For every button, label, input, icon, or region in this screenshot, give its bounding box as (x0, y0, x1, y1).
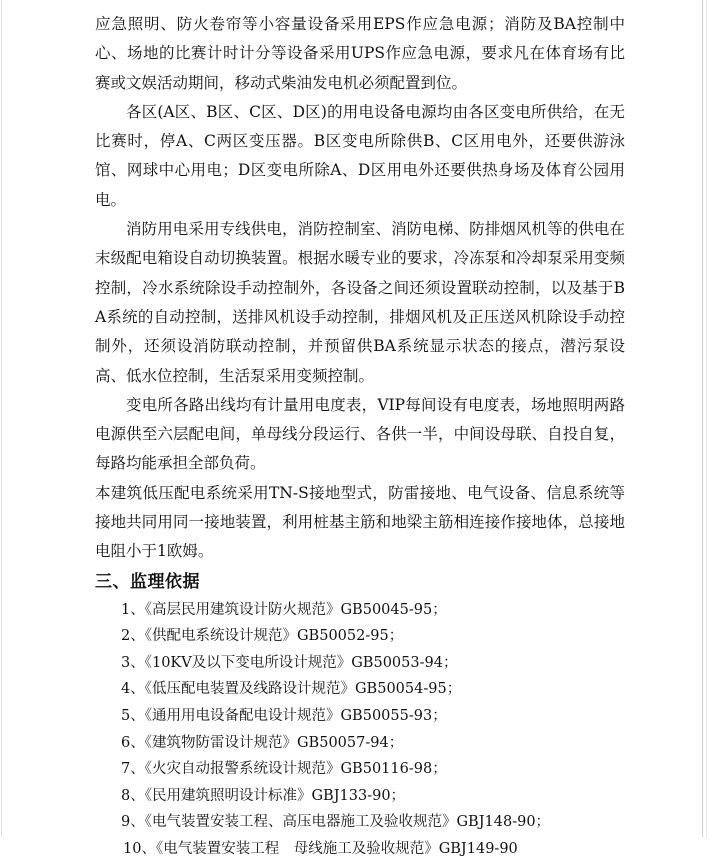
paragraph-fire-protection-power: 消防用电采用专线供电，消防控制室、消防电梯、防排烟风机等的供电在末级配电箱设自动切换装置。根据水暖专业的要求，冷冻泵和冷却泵采用变频控制，冷水系统除设手动控制外，各设备之间还须设置联动控制，以及基于BA系统的自动控制，送排风机设手动控制，排烟风机及正压送风机除设手动控制外，还须设消防联动控制，并预留供BA系统显示状态的接点，潜污泵设高、低水位控制，生活泵采用变频控制。 (95, 220, 625, 385)
page-left-border (1, 0, 2, 837)
reference-item: 4、《低压配电装置及线路设计规范》GB50054-95； (121, 681, 462, 698)
reference-item: 3、《10KV及以下变电所设计规范》GB50053-94； (121, 654, 458, 671)
page-right-border-outer (706, 0, 707, 837)
paragraph-grounding-system: 本建筑低压配电系统采用TN-S接地型式，防雷接地、电气设备、信息系统等接地共同用同一接地装置，利用桩基主筋和地梁主筋相连接作接地体，总接地电阻小于1欧姆。 (95, 483, 625, 561)
paragraph-emergency-power: 应急照明、防火卷帘等小容量设备采用EPS作应急电源；消防及BA控制中心、场地的比赛计时计分等设备采用UPS作应急电源，要求凡在体育场有比赛或文娱活动期间，移动式柴油发电机必须配置到位。 (95, 15, 625, 92)
reference-item: 6、《建筑物防雷设计规范》GB50057-94； (121, 734, 404, 751)
reference-item: 7、《火灾自动报警系统设计规范》GB50116-98； (121, 761, 447, 778)
document-body (95, 10, 625, 863)
paragraph-zone-power-supply: 各区(A区、B区、C区、D区)的用电设备电源均由各区变电所供给，在无比赛时，停A、C两区变压器。B区变电所除供B、C区用电外，还要供游泳馆、网球中心用电；D区变电所除A、D区用电外还要供热身场及体育公园用电。 (95, 102, 625, 209)
reference-item: 9、《电气装置安装工程、高压电器施工及验收规范》GBJ148-90； (121, 814, 551, 831)
reference-list (95, 597, 625, 863)
section-heading-supervision-basis: 三、监理依据 (95, 571, 200, 592)
page-right-border (702, 0, 703, 837)
reference-item: 10、《电气装置安装工程 母线施工及验收规范》GBJ149-90 (123, 840, 518, 857)
reference-item: 8、《民用建筑照明设计标准》GBJ133-90； (121, 787, 406, 804)
paragraph-metering: 变电所各路出线均有计量用电度表，VIP每间设有电度表，场地照明两路电源供至六层配电间，单母线分段运行、各供一半，中间设母联、自投自复，每路均能承担全部负荷。 (95, 395, 625, 473)
reference-item: 5、《通用用电设备配电设计规范》GB50055-93； (121, 708, 447, 725)
reference-item: 1、《高层民用建筑设计防火规范》GB50045-95； (121, 601, 447, 618)
reference-item: 2、《供配电系统设计规范》GB50052-95； (121, 628, 404, 645)
